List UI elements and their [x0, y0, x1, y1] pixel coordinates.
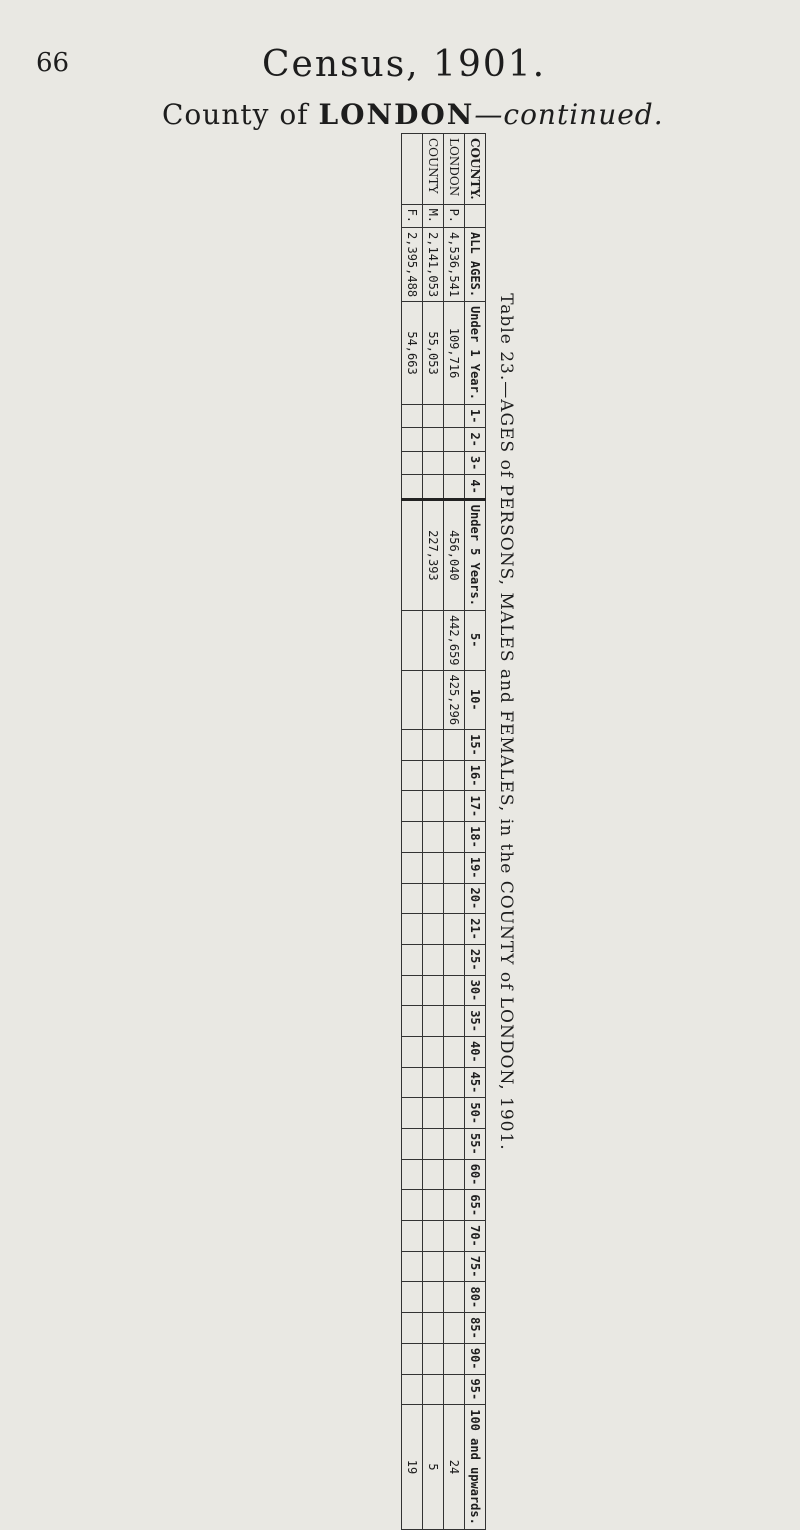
table-cell — [402, 428, 423, 451]
table-cell — [402, 1067, 423, 1098]
table-cell — [444, 1313, 465, 1344]
region-cell: LONDON — [444, 134, 465, 205]
table-cell — [444, 428, 465, 451]
table-cell — [444, 975, 465, 1006]
table-cell: 5 — [423, 1405, 444, 1530]
age-header: 40- — [465, 1036, 486, 1067]
age-header: 4- — [465, 475, 486, 499]
table-cell — [423, 822, 444, 853]
table-cell — [423, 1251, 444, 1282]
sex-label: F. — [402, 204, 423, 227]
table-cell — [402, 1006, 423, 1037]
table-cell — [423, 1313, 444, 1344]
table-cell: 456,040 — [444, 499, 465, 610]
age-header: Under 1 Year. — [465, 302, 486, 405]
age-header: 90- — [465, 1343, 486, 1374]
table-cell — [423, 975, 444, 1006]
table-cell: 109,716 — [444, 302, 465, 405]
table-cell — [444, 944, 465, 975]
age-header: 20- — [465, 883, 486, 914]
table-cell — [402, 475, 423, 499]
table-cell — [423, 451, 444, 474]
table-cell — [402, 791, 423, 822]
age-header: 75- — [465, 1251, 486, 1282]
table-cell: 227,393 — [423, 499, 444, 610]
table-cell — [423, 791, 444, 822]
table-cell — [402, 451, 423, 474]
table-cell — [444, 1190, 465, 1221]
table-cell — [402, 1190, 423, 1221]
table-cell — [402, 760, 423, 791]
age-header: 16- — [465, 760, 486, 791]
table-cell — [402, 1221, 423, 1252]
rotated-table — [112, 133, 522, 1525]
age-header: 1- — [465, 404, 486, 427]
table-cell: 425,296 — [444, 670, 465, 730]
table-cell: 24 — [444, 1405, 465, 1530]
table-cell — [423, 1036, 444, 1067]
table-cell — [423, 944, 444, 975]
sex-label: P. — [444, 204, 465, 227]
table-cell — [444, 1251, 465, 1282]
table-cell — [402, 1374, 423, 1405]
table-cell — [423, 1221, 444, 1252]
sex-header — [465, 204, 486, 227]
age-header: 17- — [465, 791, 486, 822]
age-header: 65- — [465, 1190, 486, 1221]
table-cell — [444, 914, 465, 945]
table-cell — [444, 791, 465, 822]
table-cell — [423, 1282, 444, 1313]
table-header-row — [465, 134, 486, 1530]
table-cell: 442,659 — [444, 610, 465, 670]
table-cell — [423, 914, 444, 945]
age-header: 100 and upwards. — [465, 1405, 486, 1530]
table-row — [402, 134, 423, 1530]
table-cell: 2,395,488 — [402, 228, 423, 302]
table-cell — [402, 914, 423, 945]
table-cell — [402, 1251, 423, 1282]
age-header: ALL AGES. — [465, 228, 486, 302]
table-cell — [444, 451, 465, 474]
table-cell — [423, 670, 444, 730]
table-cell — [402, 610, 423, 670]
table-cell — [402, 730, 423, 761]
table-cell — [444, 1374, 465, 1405]
sex-label: M. — [423, 204, 444, 227]
table-cell — [402, 822, 423, 853]
table-cell — [423, 1067, 444, 1098]
table-cell — [402, 1036, 423, 1067]
table-cell — [444, 1067, 465, 1098]
census-title: Census, 1901. — [262, 44, 547, 85]
table-cell — [423, 883, 444, 914]
continued-label: —continued. — [474, 98, 664, 131]
table-cell — [444, 760, 465, 791]
table-cell — [423, 1343, 444, 1374]
table-title: Table 23.—AGES of PERSONS, MALES and FEMALES, in the COUNTY of LONDON, 1901. — [496, 293, 516, 1151]
table-cell — [402, 852, 423, 883]
table-cell — [423, 730, 444, 761]
table-cell — [423, 1374, 444, 1405]
age-header: 85- — [465, 1313, 486, 1344]
table-cell: 4,536,541 — [444, 228, 465, 302]
table-cell — [423, 852, 444, 883]
table-cell — [444, 1343, 465, 1374]
table-cell — [444, 1159, 465, 1190]
table-cell — [444, 404, 465, 427]
age-header: 45- — [465, 1067, 486, 1098]
county-prefix: County of — [162, 98, 309, 131]
table-cell — [444, 1036, 465, 1067]
county-heading — [162, 98, 664, 131]
ages-table — [401, 133, 486, 1530]
table-cell — [402, 1098, 423, 1129]
table-cell — [402, 1282, 423, 1313]
table-cell — [402, 499, 423, 610]
age-header: 10- — [465, 670, 486, 730]
age-header: 19- — [465, 852, 486, 883]
table-cell: 54,663 — [402, 302, 423, 405]
table-cell — [423, 404, 444, 427]
age-header: 55- — [465, 1129, 486, 1160]
region-cell — [402, 134, 423, 205]
table-cell — [402, 1129, 423, 1160]
table-cell — [444, 1221, 465, 1252]
age-header: 2- — [465, 428, 486, 451]
rotated-table-region — [112, 133, 522, 1525]
table-cell — [444, 1006, 465, 1037]
table-cell — [444, 883, 465, 914]
age-header: 25- — [465, 944, 486, 975]
age-header: 30- — [465, 975, 486, 1006]
table-cell — [423, 428, 444, 451]
table-cell — [423, 610, 444, 670]
age-header: 3- — [465, 451, 486, 474]
table-cell — [423, 1098, 444, 1129]
table-cell — [444, 1129, 465, 1160]
table-cell — [402, 404, 423, 427]
age-header: Under 5 Years. — [465, 499, 486, 610]
table-cell: 55,053 — [423, 302, 444, 405]
age-header: 95- — [465, 1374, 486, 1405]
table-cell — [402, 883, 423, 914]
table-cell — [444, 730, 465, 761]
table-cell — [444, 852, 465, 883]
table-cell — [402, 944, 423, 975]
table-cell — [423, 1159, 444, 1190]
region-cell: COUNTY — [423, 134, 444, 205]
table-cell — [444, 1098, 465, 1129]
table-cell — [444, 822, 465, 853]
age-header: 70- — [465, 1221, 486, 1252]
page-number: 66 — [36, 48, 70, 78]
table-cell — [423, 1190, 444, 1221]
table-cell: 19 — [402, 1405, 423, 1530]
table-cell — [402, 1159, 423, 1190]
age-header: 60- — [465, 1159, 486, 1190]
table-cell — [402, 670, 423, 730]
table-cell — [402, 1343, 423, 1374]
age-header: 18- — [465, 822, 486, 853]
table-cell — [423, 760, 444, 791]
age-header: 21- — [465, 914, 486, 945]
age-header: 50- — [465, 1098, 486, 1129]
age-header: 80- — [465, 1282, 486, 1313]
table-cell — [444, 1282, 465, 1313]
table-row — [444, 134, 465, 1530]
age-header: 35- — [465, 1006, 486, 1037]
table-cell — [423, 1129, 444, 1160]
age-header: 15- — [465, 730, 486, 761]
table-cell — [423, 1006, 444, 1037]
county-name: LONDON — [318, 98, 475, 131]
table-body — [402, 134, 465, 1530]
table-row — [423, 134, 444, 1530]
age-header: 5- — [465, 610, 486, 670]
table-cell — [402, 1313, 423, 1344]
table-cell: 2,141,053 — [423, 228, 444, 302]
table-cell — [402, 975, 423, 1006]
table-cell — [423, 475, 444, 499]
table-cell — [444, 475, 465, 499]
stub-header: COUNTY. — [465, 134, 486, 205]
